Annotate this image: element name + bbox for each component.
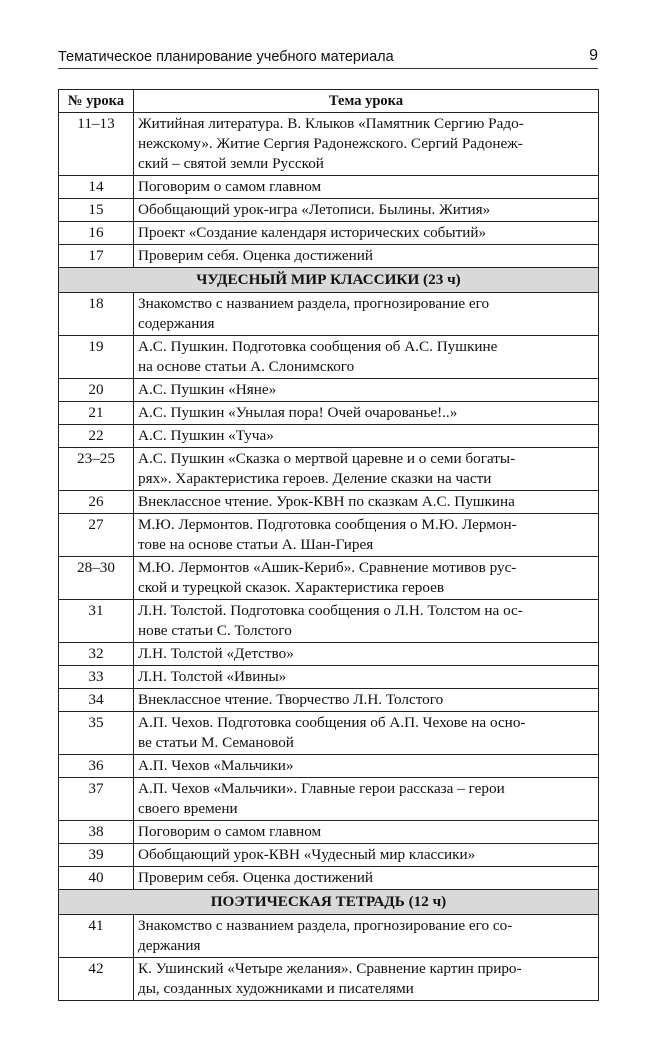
table-row	[59, 844, 599, 867]
table-row	[59, 245, 599, 268]
lesson-topic	[134, 293, 599, 336]
topic-line: Знакомство с названием раздела, прогнозирование его со-	[138, 917, 513, 934]
table-row	[59, 448, 599, 491]
section-row	[59, 268, 599, 293]
lesson-topic	[134, 712, 599, 755]
lesson-topic	[134, 199, 599, 222]
lesson-number: 28–30	[59, 557, 134, 600]
topic-line: Л.Н. Толстой «Ивины»	[138, 668, 287, 685]
topic-line: А.С. Пушкин «Унылая пора! Очей очарованье!..»	[138, 404, 458, 421]
topic-line: Знакомство с названием раздела, прогнозирование его	[138, 295, 490, 312]
topic-line: Поговорим о самом главном	[138, 178, 322, 195]
topic-line: своего времени	[138, 800, 238, 817]
table-row	[59, 643, 599, 666]
topic-line: ды, созданных художниками и писателями	[138, 980, 414, 997]
lesson-number: 39	[59, 844, 134, 867]
table-row	[59, 293, 599, 336]
table-row	[59, 514, 599, 557]
lesson-plan-table	[58, 89, 599, 1001]
lesson-topic	[134, 689, 599, 712]
topic-line: К. Ушинский «Четыре желания». Сравнение картин приро-	[138, 960, 522, 977]
table-row	[59, 425, 599, 448]
table-row	[59, 557, 599, 600]
table-row	[59, 689, 599, 712]
lesson-topic	[134, 113, 599, 176]
lesson-number: 37	[59, 778, 134, 821]
lesson-number: 17	[59, 245, 134, 268]
topic-line: А.П. Чехов «Мальчики»	[138, 757, 294, 774]
page-number: 9	[589, 47, 598, 64]
lesson-topic	[134, 821, 599, 844]
topic-line: М.Ю. Лермонтов. Подготовка сообщения о М.Ю. Лермон-	[138, 516, 517, 533]
section-title: ЧУДЕСНЫЙ МИР КЛАССИКИ (23 ч)	[59, 268, 599, 293]
table-row	[59, 958, 599, 1001]
table-row	[59, 666, 599, 689]
lesson-topic	[134, 514, 599, 557]
section-row	[59, 890, 599, 915]
table-row	[59, 402, 599, 425]
lesson-number: 36	[59, 755, 134, 778]
lesson-topic	[134, 958, 599, 1001]
table-row	[59, 821, 599, 844]
topic-line: нежскому». Житие Сергия Радонежского. Сергий Радонеж-	[138, 135, 523, 152]
table-body	[59, 113, 599, 1001]
page-header	[58, 46, 598, 69]
topic-line: содержания	[138, 315, 215, 332]
topic-line: А.С. Пушкин «Туча»	[138, 427, 274, 444]
lesson-topic	[134, 222, 599, 245]
lesson-topic	[134, 600, 599, 643]
lesson-topic	[134, 491, 599, 514]
table-row	[59, 113, 599, 176]
lesson-number: 23–25	[59, 448, 134, 491]
topic-line: Обобщающий урок-КВН «Чудесный мир классики»	[138, 846, 476, 863]
table-row	[59, 491, 599, 514]
lesson-topic	[134, 425, 599, 448]
table-row	[59, 755, 599, 778]
lesson-number: 34	[59, 689, 134, 712]
lesson-number: 20	[59, 379, 134, 402]
table-row	[59, 379, 599, 402]
topic-line: Внеклассное чтение. Творчество Л.Н. Толстого	[138, 691, 444, 708]
running-title: Тематическое планирование учебного материала	[58, 49, 394, 65]
topic-line: Л.Н. Толстой. Подготовка сообщения о Л.Н. Толстом на ос-	[138, 602, 523, 619]
topic-line: А.П. Чехов «Мальчики». Главные герои рассказа – герои	[138, 780, 505, 797]
topic-line: М.Ю. Лермонтов «Ашик-Кериб». Сравнение мотивов рус-	[138, 559, 517, 576]
lesson-number: 41	[59, 915, 134, 958]
topic-line: А.С. Пушкин «Няне»	[138, 381, 277, 398]
lesson-number: 22	[59, 425, 134, 448]
lesson-topic	[134, 867, 599, 890]
lesson-topic	[134, 643, 599, 666]
topic-line: Проект «Создание календаря исторических событий»	[138, 224, 487, 241]
table-row	[59, 336, 599, 379]
table-row	[59, 712, 599, 755]
column-header-lesson-number: № урока	[59, 90, 134, 113]
lesson-topic	[134, 176, 599, 199]
lesson-number: 26	[59, 491, 134, 514]
topic-line: нове статьи С. Толстого	[138, 622, 292, 639]
topic-line: ской и турецкой сказок. Характеристика героев	[138, 579, 445, 596]
section-title: ПОЭТИЧЕСКАЯ ТЕТРАДЬ (12 ч)	[59, 890, 599, 915]
topic-line: ве статьи М. Семановой	[138, 734, 294, 751]
table-row	[59, 222, 599, 245]
lesson-number: 11–13	[59, 113, 134, 176]
topic-line: Проверим себя. Оценка достижений	[138, 247, 373, 264]
lesson-number: 31	[59, 600, 134, 643]
topic-line: А.П. Чехов. Подготовка сообщения об А.П. Чехове на осно-	[138, 714, 526, 731]
table-row	[59, 176, 599, 199]
lesson-topic	[134, 844, 599, 867]
lesson-number: 42	[59, 958, 134, 1001]
lesson-number: 14	[59, 176, 134, 199]
table-row	[59, 867, 599, 890]
table-header-row	[59, 90, 599, 113]
lesson-number: 16	[59, 222, 134, 245]
table-row	[59, 600, 599, 643]
lesson-topic	[134, 402, 599, 425]
lesson-number: 32	[59, 643, 134, 666]
table-row	[59, 199, 599, 222]
lesson-topic	[134, 245, 599, 268]
table-row	[59, 778, 599, 821]
table-row	[59, 915, 599, 958]
topic-line: на основе статьи А. Слонимского	[138, 358, 355, 375]
lesson-topic	[134, 915, 599, 958]
lesson-number: 19	[59, 336, 134, 379]
topic-line: Л.Н. Толстой «Детство»	[138, 645, 294, 662]
topic-line: Обобщающий урок-игра «Летописи. Былины. Жития»	[138, 201, 491, 218]
lesson-topic	[134, 666, 599, 689]
topic-line: Внеклассное чтение. Урок-КВН по сказкам А.С. Пушкина	[138, 493, 515, 510]
lesson-number: 21	[59, 402, 134, 425]
topic-line: А.С. Пушкин. Подготовка сообщения об А.С. Пушкине	[138, 338, 498, 355]
topic-line: тове на основе статьи А. Шан-Гирея	[138, 536, 374, 553]
lesson-number: 40	[59, 867, 134, 890]
lesson-number: 38	[59, 821, 134, 844]
lesson-number: 18	[59, 293, 134, 336]
lesson-topic	[134, 778, 599, 821]
topic-line: держания	[138, 937, 201, 954]
lesson-number: 27	[59, 514, 134, 557]
topic-line: Житийная литература. В. Клыков «Памятник Сергию Радо-	[138, 115, 524, 132]
lesson-topic	[134, 379, 599, 402]
lesson-topic	[134, 336, 599, 379]
lesson-number: 33	[59, 666, 134, 689]
lesson-topic	[134, 755, 599, 778]
lesson-number: 15	[59, 199, 134, 222]
lesson-topic	[134, 448, 599, 491]
topic-line: Проверим себя. Оценка достижений	[138, 869, 373, 886]
lesson-number: 35	[59, 712, 134, 755]
column-header-topic: Тема урока	[134, 90, 599, 113]
topic-line: А.С. Пушкин «Сказка о мертвой царевне и о семи богаты-	[138, 450, 516, 467]
topic-line: ский – святой земли Русской	[138, 155, 324, 172]
lesson-topic	[134, 557, 599, 600]
topic-line: Поговорим о самом главном	[138, 823, 322, 840]
topic-line: рях». Характеристика героев. Деление сказки на части	[138, 470, 492, 487]
